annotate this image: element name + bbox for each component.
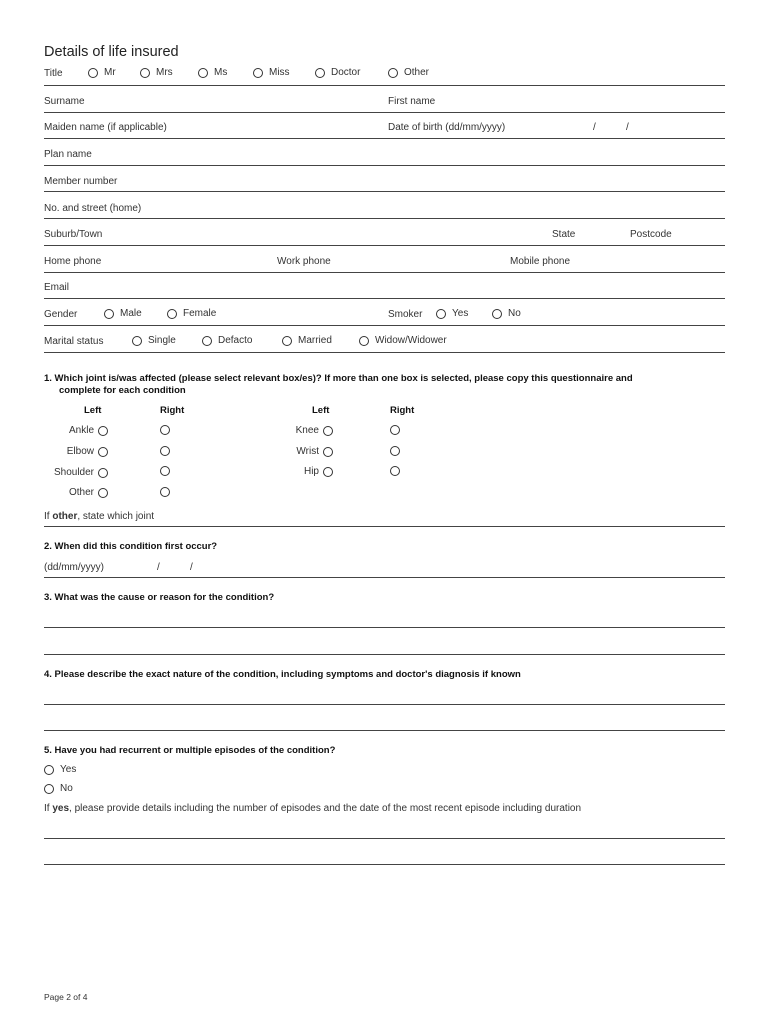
joint-other-right-radio[interactable] <box>160 487 170 497</box>
marital-option-single[interactable]: Single <box>132 335 176 346</box>
gender-option-male[interactable]: Male <box>104 308 142 319</box>
divider <box>44 272 725 273</box>
right-column-header: Right <box>160 405 185 416</box>
marital-status-label: Marital status <box>44 336 104 347</box>
divider <box>44 112 725 113</box>
right-column-header: Right <box>390 405 415 416</box>
smoker-label: Smoker <box>388 309 423 320</box>
gender-label: Gender <box>44 309 78 320</box>
postcode-field[interactable]: Postcode <box>630 229 672 240</box>
radio-icon[interactable] <box>315 68 325 78</box>
radio-icon[interactable] <box>98 468 108 478</box>
joint-hip-right-radio[interactable] <box>390 466 400 476</box>
question-1-continued: complete for each condition <box>59 385 186 396</box>
radio-icon[interactable] <box>282 336 292 346</box>
radio-icon[interactable] <box>88 68 98 78</box>
radio-icon[interactable] <box>359 336 369 346</box>
answer-line[interactable] <box>44 838 725 839</box>
answer-line[interactable] <box>44 654 725 655</box>
other-joint-field[interactable]: If other, state which joint <box>44 511 155 522</box>
dob-slash: / <box>593 122 596 133</box>
radio-icon[interactable] <box>98 488 108 498</box>
joint-hip-left[interactable]: Hip <box>260 466 333 477</box>
condition-date-field[interactable]: (dd/mm/yyyy) <box>44 562 104 573</box>
dob-field[interactable]: Date of birth (dd/mm/yyyy) <box>388 122 506 133</box>
answer-line[interactable] <box>44 864 725 865</box>
answer-line[interactable] <box>44 730 725 731</box>
plan-name-field[interactable]: Plan name <box>44 149 92 160</box>
question-1: 1. Which joint is/was affected (please select relevant box/es)? If more than one box is selected, please copy this questionnaire and <box>44 373 633 384</box>
divider <box>44 577 725 578</box>
divider <box>44 138 725 139</box>
question-4: 4. Please describe the exact nature of the condition, including symptoms and doctor's diagnosis if known <box>44 669 521 680</box>
answer-line[interactable] <box>44 627 725 628</box>
title-label: Title <box>44 68 63 79</box>
marital-option-defacto[interactable]: Defacto <box>202 335 252 346</box>
title-option-mr[interactable]: Mr <box>88 67 116 78</box>
divider <box>44 191 725 192</box>
gender-option-female[interactable]: Female <box>167 308 216 319</box>
joint-ankle-right-radio[interactable] <box>160 425 170 435</box>
radio-icon[interactable] <box>198 68 208 78</box>
title-option-miss[interactable]: Miss <box>253 67 290 78</box>
radio-icon[interactable] <box>323 467 333 477</box>
joint-ankle-left[interactable]: Ankle <box>30 425 108 436</box>
answer-line[interactable] <box>44 704 725 705</box>
radio-icon[interactable] <box>98 447 108 457</box>
smoker-option-yes[interactable]: Yes <box>436 308 468 319</box>
left-column-header: Left <box>84 405 102 416</box>
divider <box>44 325 725 326</box>
work-phone-field[interactable]: Work phone <box>277 256 331 267</box>
question-3: 3. What was the cause or reason for the condition? <box>44 592 275 603</box>
member-number-field[interactable]: Member number <box>44 176 118 187</box>
recurrent-option-yes[interactable]: Yes <box>44 764 76 775</box>
page-number: Page 2 of 4 <box>44 992 88 1002</box>
radio-icon[interactable] <box>44 784 54 794</box>
radio-icon[interactable] <box>323 426 333 436</box>
divider <box>44 85 725 86</box>
radio-icon[interactable] <box>44 765 54 775</box>
question-2: 2. When did this condition first occur? <box>44 541 218 552</box>
radio-icon[interactable] <box>98 426 108 436</box>
dob-slash: / <box>626 122 629 133</box>
radio-icon[interactable] <box>167 309 177 319</box>
joint-shoulder-right-radio[interactable] <box>160 466 170 476</box>
recurrent-details-field[interactable]: If yes, please provide details including the number of episodes and the date of the most recent episode including duration <box>44 803 582 814</box>
surname-field[interactable]: Surname <box>44 96 85 107</box>
joint-knee-right-radio[interactable] <box>390 425 400 435</box>
street-field[interactable]: No. and street (home) <box>44 203 142 214</box>
title-option-ms[interactable]: Ms <box>198 67 227 78</box>
radio-icon[interactable] <box>388 68 398 78</box>
radio-icon[interactable] <box>323 447 333 457</box>
date-slash: / <box>157 562 160 573</box>
title-option-doctor[interactable]: Doctor <box>315 67 360 78</box>
joint-elbow-right-radio[interactable] <box>160 446 170 456</box>
radio-icon[interactable] <box>436 309 446 319</box>
radio-icon[interactable] <box>104 309 114 319</box>
divider <box>44 298 725 299</box>
first-name-field[interactable]: First name <box>388 96 436 107</box>
radio-icon[interactable] <box>132 336 142 346</box>
joint-knee-left[interactable]: Knee <box>260 425 333 436</box>
suburb-field[interactable]: Suburb/Town <box>44 229 103 240</box>
radio-icon[interactable] <box>253 68 263 78</box>
joint-elbow-left[interactable]: Elbow <box>30 446 108 457</box>
maiden-name-field[interactable]: Maiden name (if applicable) <box>44 122 167 133</box>
joint-wrist-left[interactable]: Wrist <box>260 446 333 457</box>
radio-icon[interactable] <box>492 309 502 319</box>
joint-shoulder-left[interactable]: Shoulder <box>30 467 108 478</box>
joint-other-left[interactable]: Other <box>30 487 108 498</box>
smoker-option-no[interactable]: No <box>492 308 521 319</box>
marital-option-married[interactable]: Married <box>282 335 332 346</box>
radio-icon[interactable] <box>140 68 150 78</box>
date-slash: / <box>190 562 193 573</box>
title-option-mrs[interactable]: Mrs <box>140 67 173 78</box>
email-field[interactable]: Email <box>44 282 70 293</box>
home-phone-field[interactable]: Home phone <box>44 256 102 267</box>
divider <box>44 526 725 527</box>
divider <box>44 245 725 246</box>
mobile-phone-field[interactable]: Mobile phone <box>510 256 571 267</box>
divider <box>44 352 725 353</box>
joint-wrist-right-radio[interactable] <box>390 446 400 456</box>
state-field[interactable]: State <box>552 229 576 240</box>
divider <box>44 165 725 166</box>
radio-icon[interactable] <box>202 336 212 346</box>
left-column-header: Left <box>312 405 330 416</box>
section-title: Details of life insured <box>44 44 179 60</box>
question-5: 5. Have you had recurrent or multiple episodes of the condition? <box>44 745 336 756</box>
marital-option-widow[interactable]: Widow/Widower <box>359 335 447 346</box>
title-option-other[interactable]: Other <box>388 67 429 78</box>
recurrent-option-no[interactable]: No <box>44 783 73 794</box>
divider <box>44 218 725 219</box>
